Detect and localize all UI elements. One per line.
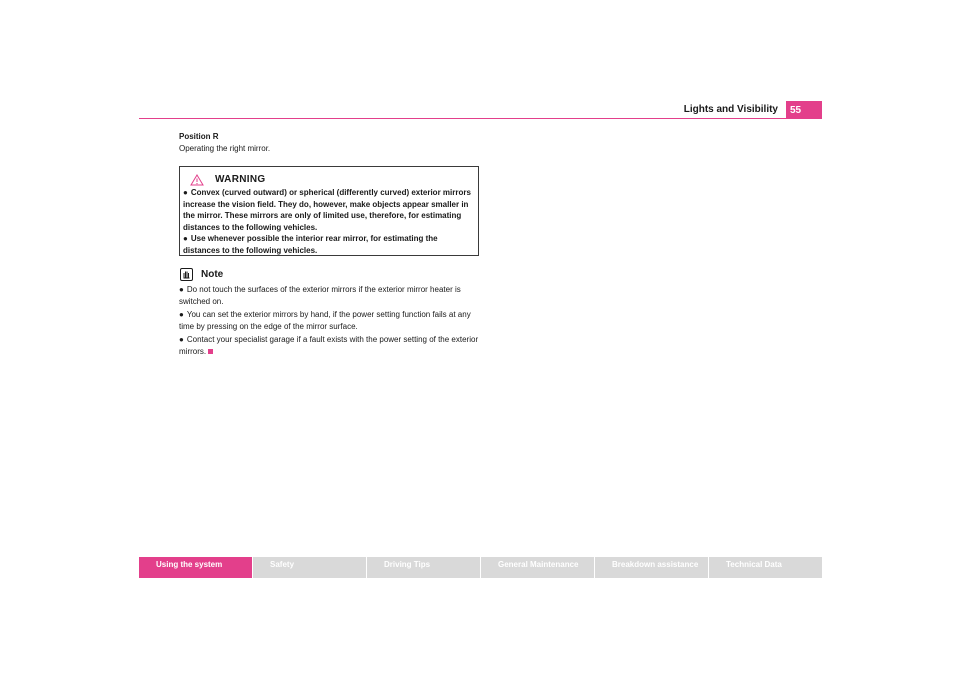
note-header [180,267,223,282]
bullet-icon: ● [183,188,188,197]
chapter-nav [139,557,822,578]
nav-tab-using-the-system[interactable]: Using the system [139,557,252,578]
warning-item: ● Convex (curved outward) or spherical (differently curved) exterior mirrors increase the vision field. They do, however, make objects appear smaller in the mirror. These mirrors are only of limited use, therefore, for estimating distances to the following vehicles. [183,188,471,232]
warning-list [183,187,476,256]
note-item: ● You can set the exterior mirrors by hand, if the power setting function fails at any time by pressing on the edge of the mirror surface. [179,310,471,331]
note-item: ● Do not touch the surfaces of the exterior mirrors if the exterior mirror heater is switched on. [179,285,461,306]
end-of-section-square-icon [208,349,213,354]
nav-tab-technical-data[interactable]: Technical Data [709,557,822,578]
page-number: 55 [786,101,822,119]
note-item: ● Contact your specialist garage if a fault exists with the power setting of the exterior mirrors. [179,335,479,356]
bullet-icon: ● [183,234,188,243]
warning-box [179,166,479,256]
note-label: Note [201,269,224,280]
nav-tab-general-maintenance[interactable]: General Maintenance [481,557,594,578]
header-rule [139,118,822,119]
note-list [179,284,484,359]
nav-tab-driving-tips[interactable]: Driving Tips [367,557,480,578]
section-intro [179,131,479,154]
bullet-icon: ● [179,285,184,294]
warning-header [190,172,265,186]
running-header-title: Lights and Visibility [683,104,778,115]
note-hand-icon [180,268,193,281]
bullet-icon: ● [179,310,184,319]
nav-tab-safety[interactable]: Safety [253,557,366,578]
warning-label: WARNING [215,173,266,185]
subheading-position-r: Position R [179,132,219,141]
nav-tab-breakdown-assistance[interactable]: Breakdown assistance [595,557,708,578]
body-text: Operating the right mirror. [179,143,271,153]
warning-item: ● Use whenever possible the interior rear mirror, for estimating the distances to the following vehicles. [183,234,438,255]
bullet-icon: ● [179,335,184,344]
warning-triangle-icon [190,173,204,185]
